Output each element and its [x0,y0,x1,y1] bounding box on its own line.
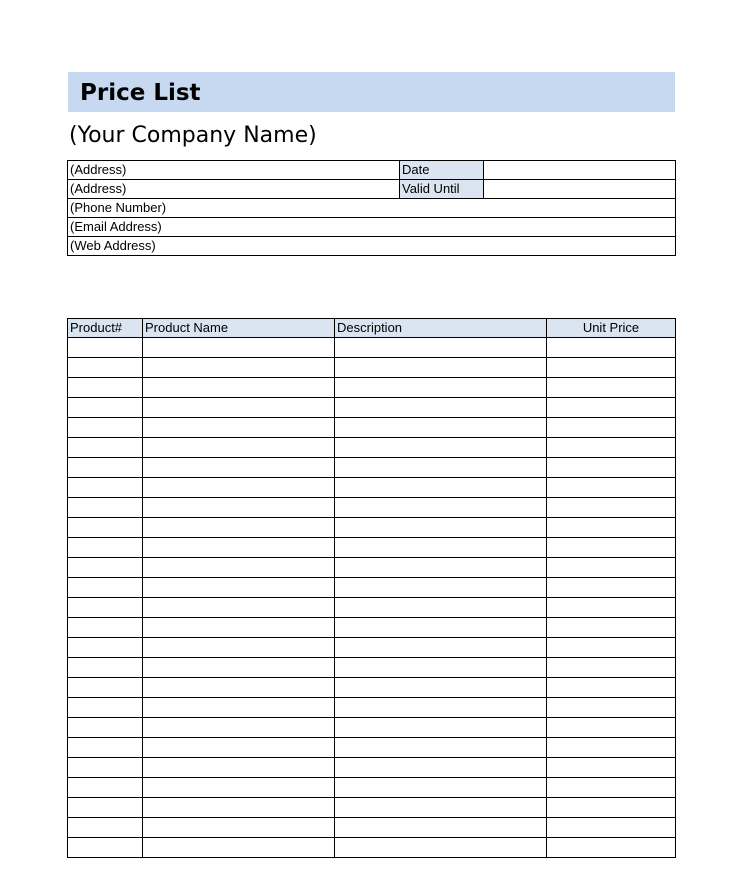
description-cell[interactable] [335,618,547,638]
product-name-cell[interactable] [143,658,335,678]
product-number-cell[interactable] [68,418,143,438]
product-name-cell[interactable] [143,578,335,598]
product-number-cell[interactable] [68,718,143,738]
product-number-cell[interactable] [68,798,143,818]
table-row [68,538,676,558]
unit-price-cell[interactable] [547,518,676,538]
address-line-1[interactable]: (Address) [68,161,400,180]
product-number-cell[interactable] [68,658,143,678]
description-cell[interactable] [335,738,547,758]
product-name-cell[interactable] [143,758,335,778]
table-row [68,458,676,478]
table-row [68,338,676,358]
product-number-cell[interactable] [68,358,143,378]
info-row [68,180,676,199]
product-name-cell[interactable] [143,798,335,818]
date-field[interactable] [484,161,676,180]
table-row [68,678,676,698]
product-name-cell[interactable] [143,358,335,378]
unit-price-cell[interactable] [547,478,676,498]
product-name-cell[interactable] [143,618,335,638]
description-cell[interactable] [335,758,547,778]
info-row [68,199,676,218]
table-row [68,438,676,458]
product-number-cell[interactable] [68,738,143,758]
product-name-cell[interactable] [143,478,335,498]
product-name-cell[interactable] [143,678,335,698]
unit-price-cell[interactable] [547,598,676,618]
valid-until-label: Valid Until [400,180,484,199]
unit-price-cell[interactable] [547,738,676,758]
product-number-cell[interactable] [68,758,143,778]
unit-price-cell[interactable] [547,618,676,638]
document-title: Price List [80,80,201,106]
unit-price-cell[interactable] [547,378,676,398]
description-cell[interactable] [335,378,547,398]
title-bar [68,72,675,112]
table-row [68,738,676,758]
company-info-table [67,160,676,256]
unit-price-cell[interactable] [547,638,676,658]
table-row [68,838,676,858]
description-cell[interactable] [335,478,547,498]
description-cell[interactable] [335,638,547,658]
date-label: Date [400,161,484,180]
description-cell[interactable] [335,818,547,838]
table-row [68,418,676,438]
unit-price-cell[interactable] [547,338,676,358]
product-number-cell[interactable] [68,578,143,598]
description-cell[interactable] [335,658,547,678]
product-number-cell[interactable] [68,458,143,478]
phone-number[interactable]: (Phone Number) [68,199,676,218]
product-number-cell[interactable] [68,518,143,538]
description-cell[interactable] [335,438,547,458]
product-number-cell[interactable] [68,818,143,838]
unit-price-cell[interactable] [547,658,676,678]
product-number-cell[interactable] [68,618,143,638]
table-row [68,638,676,658]
email-address[interactable]: (Email Address) [68,218,676,237]
info-row [68,161,676,180]
header-product-number: Product# [68,319,143,338]
product-number-cell[interactable] [68,638,143,658]
description-cell[interactable] [335,778,547,798]
unit-price-cell[interactable] [547,718,676,738]
product-name-cell[interactable] [143,558,335,578]
product-name-cell[interactable] [143,518,335,538]
description-cell[interactable] [335,518,547,538]
description-cell[interactable] [335,698,547,718]
product-number-cell[interactable] [68,598,143,618]
product-number-cell[interactable] [68,498,143,518]
product-number-cell[interactable] [68,338,143,358]
product-number-cell[interactable] [68,678,143,698]
header-unit-price: Unit Price [547,319,676,338]
product-name-cell[interactable] [143,818,335,838]
unit-price-cell[interactable] [547,558,676,578]
product-name-cell[interactable] [143,438,335,458]
description-cell[interactable] [335,578,547,598]
product-name-cell[interactable] [143,718,335,738]
unit-price-cell[interactable] [547,698,676,718]
product-name-cell[interactable] [143,498,335,518]
table-row [68,498,676,518]
table-row [68,598,676,618]
description-cell[interactable] [335,718,547,738]
description-cell[interactable] [335,458,547,478]
description-cell[interactable] [335,678,547,698]
description-cell[interactable] [335,338,547,358]
product-number-cell[interactable] [68,438,143,458]
product-name-cell[interactable] [143,638,335,658]
product-name-cell[interactable] [143,378,335,398]
unit-price-cell[interactable] [547,438,676,458]
table-row [68,618,676,638]
table-row [68,818,676,838]
info-row [68,237,676,256]
product-number-cell[interactable] [68,558,143,578]
table-row [68,518,676,538]
description-cell[interactable] [335,358,547,378]
table-row [68,358,676,378]
description-cell[interactable] [335,538,547,558]
table-row [68,778,676,798]
unit-price-cell[interactable] [547,418,676,438]
product-name-cell[interactable] [143,538,335,558]
unit-price-cell[interactable] [547,498,676,518]
unit-price-cell[interactable] [547,798,676,818]
unit-price-cell[interactable] [547,838,676,858]
unit-price-cell[interactable] [547,678,676,698]
unit-price-cell[interactable] [547,538,676,558]
product-number-cell[interactable] [68,778,143,798]
description-cell[interactable] [335,418,547,438]
product-name-cell[interactable] [143,418,335,438]
unit-price-cell[interactable] [547,758,676,778]
header-description: Description [335,319,547,338]
description-cell[interactable] [335,838,547,858]
table-row [68,558,676,578]
product-name-cell[interactable] [143,598,335,618]
unit-price-cell[interactable] [547,578,676,598]
table-row [68,718,676,738]
web-address[interactable]: (Web Address) [68,237,676,256]
table-row [68,658,676,678]
table-header-row [68,319,676,338]
table-row [68,698,676,718]
description-cell[interactable] [335,398,547,418]
description-cell[interactable] [335,498,547,518]
unit-price-cell[interactable] [547,778,676,798]
table-row [68,478,676,498]
product-number-cell[interactable] [68,378,143,398]
description-cell[interactable] [335,798,547,818]
info-row [68,218,676,237]
product-number-cell[interactable] [68,698,143,718]
price-list-table [67,318,676,858]
header-product-name: Product Name [143,319,335,338]
company-name: (Your Company Name) [69,123,317,148]
product-name-cell[interactable] [143,338,335,358]
product-number-cell[interactable] [68,538,143,558]
unit-price-cell[interactable] [547,398,676,418]
product-number-cell[interactable] [68,478,143,498]
product-name-cell[interactable] [143,458,335,478]
address-line-2[interactable]: (Address) [68,180,400,199]
product-name-cell[interactable] [143,778,335,798]
product-name-cell[interactable] [143,738,335,758]
table-row [68,378,676,398]
table-row [68,758,676,778]
unit-price-cell[interactable] [547,358,676,378]
valid-until-field[interactable] [484,180,676,199]
table-row [68,798,676,818]
table-row [68,578,676,598]
product-name-cell[interactable] [143,398,335,418]
product-rows [68,338,676,858]
unit-price-cell[interactable] [547,818,676,838]
description-cell[interactable] [335,598,547,618]
product-number-cell[interactable] [68,838,143,858]
product-number-cell[interactable] [68,398,143,418]
product-name-cell[interactable] [143,698,335,718]
unit-price-cell[interactable] [547,458,676,478]
description-cell[interactable] [335,558,547,578]
product-name-cell[interactable] [143,838,335,858]
table-row [68,398,676,418]
